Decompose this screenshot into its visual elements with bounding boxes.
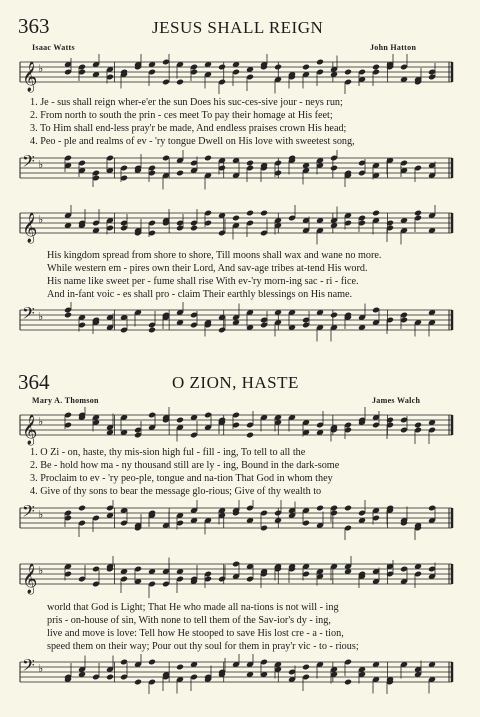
verse-line-1: world that God is Light; That He who made all na-tions is not will - ing bbox=[47, 602, 339, 613]
music-staff-bass bbox=[0, 500, 480, 540]
verse-line-2: 2. From north to south the prin - ces meet To pay their homage at His feet; bbox=[30, 110, 333, 121]
svg-text:𝄢: 𝄢 bbox=[22, 655, 35, 679]
music-staff-treble bbox=[0, 205, 480, 249]
verse-line-3: live and move is love: Tell how He stooped to save His lost cre - a - tion, bbox=[47, 628, 344, 639]
hymn-number: 363 bbox=[18, 14, 50, 38]
svg-text:♭: ♭ bbox=[38, 158, 44, 171]
verse-line-1: 1. O Zi - on, haste, thy mis-sion high ful - fill - ing, To tell to all the bbox=[30, 447, 306, 458]
verse-line-2: pris - on-house of sin, With none to tell them of the Sav-ior's dy - ing, bbox=[47, 615, 331, 626]
svg-text:♭: ♭ bbox=[38, 564, 44, 577]
music-staff-treble bbox=[0, 556, 480, 600]
music-credit: John Hatton bbox=[370, 43, 417, 52]
verse-line-2: 2. Be - hold how ma - ny thousand still are ly - ing, Bound in the dark-some bbox=[30, 460, 340, 471]
hymn-number: 364 bbox=[18, 370, 50, 394]
music-staff-bass bbox=[0, 302, 480, 342]
music-credit: James Walch bbox=[372, 396, 421, 405]
verse-line-1: His kingdom spread from shore to shore, Till moons shall wax and wane no more. bbox=[47, 250, 382, 261]
verse-line-4: 4. Give of thy sons to bear the message glo-rious; Give of thy wealth to bbox=[30, 486, 322, 497]
verse-line-4: 4. Peo - ple and realms of ev - 'ry tongue Dwell on His love with sweetest song, bbox=[30, 136, 355, 147]
music-staff-treble bbox=[0, 54, 480, 94]
svg-text:𝄞: 𝄞 bbox=[22, 213, 38, 243]
verse-line-1: 1. Je - sus shall reign wher-e'er the sun Does his suc-ces-sive jour - neys run; bbox=[30, 97, 343, 108]
svg-text:♭: ♭ bbox=[38, 508, 44, 521]
svg-text:♭: ♭ bbox=[38, 415, 44, 428]
verse-line-3: His name like sweet per - fume shall rise With ev-'ry morn-ing sac - ri - fice. bbox=[47, 276, 359, 287]
svg-text:♭: ♭ bbox=[38, 310, 44, 323]
svg-text:𝄞: 𝄞 bbox=[22, 62, 38, 92]
verse-line-4: speed them on their way; Pour out thy soul for them in pray'r vic - to - rious; bbox=[47, 641, 359, 652]
music-staff-bass bbox=[0, 150, 480, 190]
words-credit: Isaac Watts bbox=[32, 43, 75, 52]
verse-line-3: 3. To Him shall end-less pray'r be made, And endless praises crown His head; bbox=[30, 123, 347, 134]
verse-line-4: And in-fant voic - es shall pro - claim Their earthly blessings on His name. bbox=[47, 289, 353, 300]
hymn-title: O ZION, HASTE bbox=[172, 373, 299, 392]
verse-line-3: 3. Proclaim to ev - 'ry peo-ple, tongue and na-tion That God in whom they bbox=[30, 473, 333, 484]
hymn-title: JESUS SHALL REIGN bbox=[152, 18, 324, 37]
svg-text:𝄢: 𝄢 bbox=[22, 501, 35, 525]
svg-text:𝄢: 𝄢 bbox=[22, 303, 35, 327]
svg-text:♭: ♭ bbox=[38, 662, 44, 675]
music-staff-treble bbox=[0, 407, 480, 447]
svg-text:♭: ♭ bbox=[38, 62, 44, 75]
svg-text:𝄞: 𝄞 bbox=[22, 415, 38, 445]
verse-line-2: While western em - pires own their Lord, And sav-age tribes at-tend His word. bbox=[47, 263, 368, 274]
words-credit: Mary A. Thomson bbox=[32, 396, 99, 405]
svg-text:♭: ♭ bbox=[38, 213, 44, 226]
music-staff-bass bbox=[0, 654, 480, 694]
svg-text:𝄢: 𝄢 bbox=[22, 151, 35, 175]
svg-text:𝄞: 𝄞 bbox=[22, 564, 38, 594]
